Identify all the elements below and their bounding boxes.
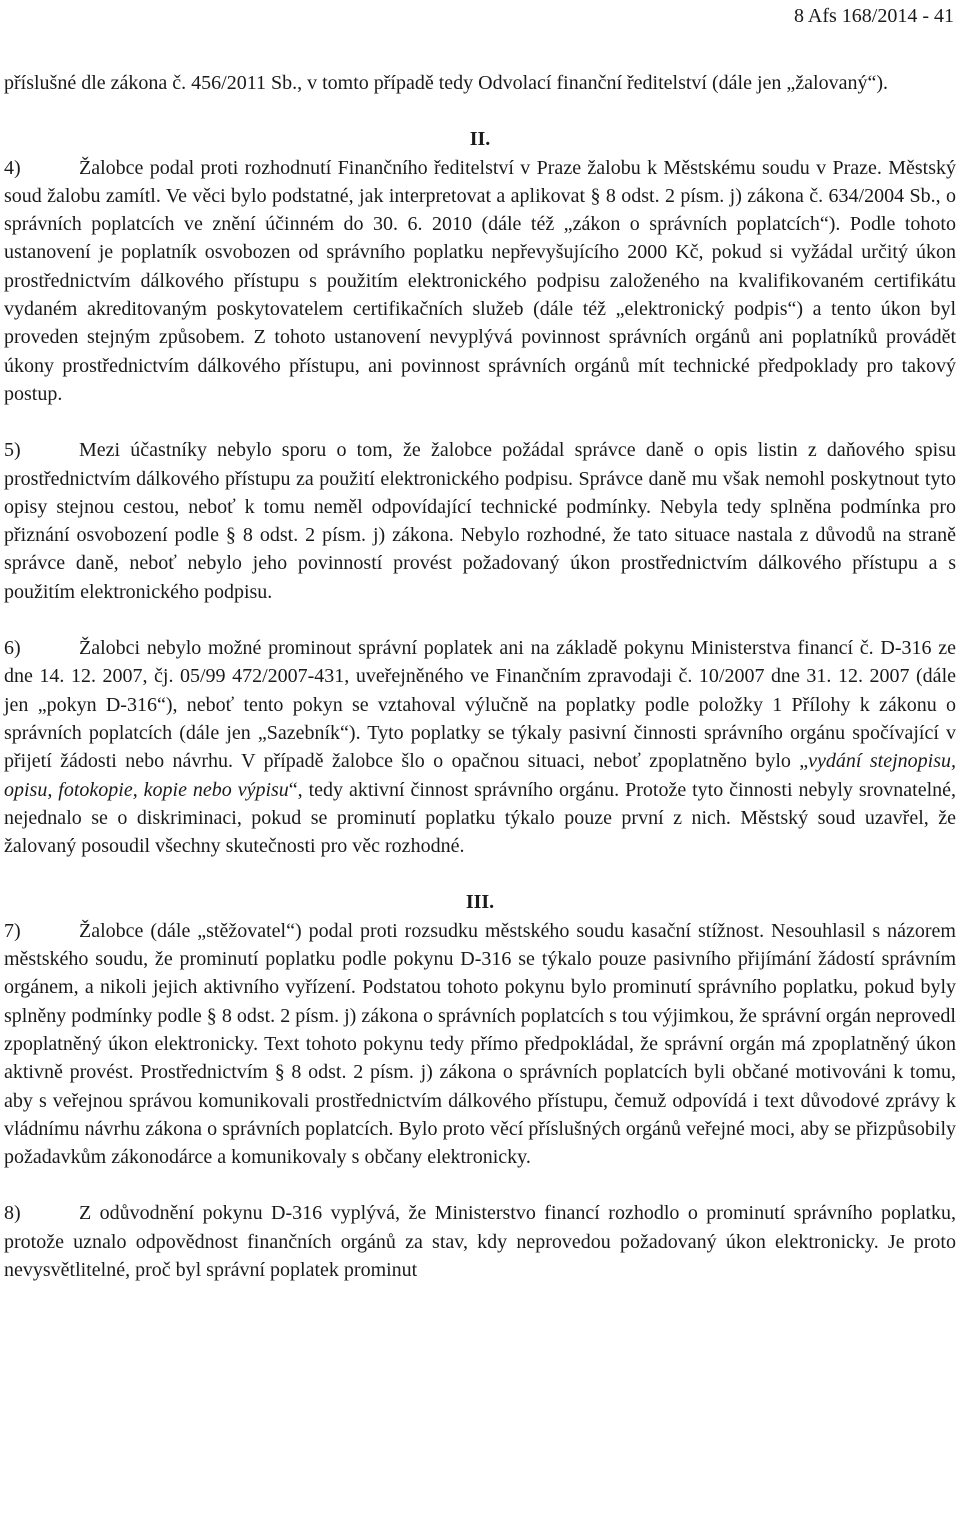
spacer	[4, 606, 956, 634]
spacer	[4, 860, 956, 888]
paragraph-8	[4, 1199, 956, 1284]
case-number: 8 Afs 168/2014 - 41	[794, 5, 954, 27]
spacer	[4, 408, 956, 436]
document-body	[4, 69, 956, 1284]
paragraph-text-cont: “, tedy aktivní činnost správního orgánu. Protože tyto činnosti nebyly srovnatelné, nejednalo se o diskriminaci, pokud se prominutí poplatku týkalo pouze první z nich. Městský soud uzavřel, že žalovaný posoudil všechny skutečnosti pro věc rozhodné.	[4, 778, 957, 858]
paragraph-7	[4, 917, 956, 1172]
paragraph-number: 5)	[4, 439, 21, 462]
paragraph-text: Z odůvodnění pokynu D-316 vyplývá, že Ministerstvo financí rozhodlo o prominutí správního poplatku, protože uznalo odpovědnost finančních orgánů za stav, kdy neprovedou požadovaný úkon elektronicky. Je proto nevysvětlitelné, proč byl správní poplatek prominut	[4, 1202, 956, 1281]
paragraph-text: Žalobci nebylo možné prominout správní poplatek ani na základě pokynu Ministerstva financí č. D-316 ze dne 14. 12. 2007, čj. 05/99 472/2007-431, uveřejněného ve Finančním zpravodaji č. 10/2007 dne 31. 12. 2007 (dále jen „pokyn D-316“), neboť tento pokyn se vztahoval výlučně na poplatky podle položky 1 Přílohy k zákonu o správních poplatcích (dále jen „Sazebník“). Tyto poplatky se týkaly pasivní činnosti správního orgánu spočívající v přijetí žádosti nebo návrhu. V případě žalobce šlo o opačnou situaci, neboť zpoplatněno bylo „	[4, 637, 956, 773]
paragraph-6	[4, 634, 956, 860]
paragraph-text: Mezi účastníky nebylo sporu o tom, že žalobce požádal správce daně o opis listin z daňového spisu prostřednictvím dálkového přístupu za použití elektronického podpisu. Správce daně mu však nemohl poskytnout tyto opisy stejnou cestou, neboť k tomu neměl odpovídající technické podmínky. Nebyla tedy splněna podmínka pro přiznání osvobození podle § 8 odst. 2 písm. j) zákona. Nebylo rozhodné, že tato situace nastala z důvodů na straně správce daně, neboť nebylo jeho povinností provést požadovaný úkon prostřednictvím dálkového přístupu a s použitím elektronického podpisu.	[4, 439, 956, 603]
paragraph-number: 6)	[4, 637, 21, 660]
section-heading-ii: II.	[469, 128, 491, 151]
paragraph-text: Žalobce (dále „stěžovatel“) podal proti rozsudku městského soudu kasační stížnost. Nesouhlasil s názorem městského soudu, že prominutí poplatku podle pokynu D-316 se týkalo pouze pasivního přijímání žádostí správním orgánem, a nikoli jejich aktivního vyřízení. Podstatou tohoto pokynu bylo prominutí správního poplatku, pokud byly splněny podmínky podle § 8 odst. 2 písm. j) zákona o správních poplatcích s tou výjimkou, že správní orgán neprovedl zpoplatněný úkon elektronicky. Text tohoto pokynu tedy přímo předpokládal, že správní orgán má zpoplatněný úkon aktivně provést. Prostřednictvím § 8 odst. 2 písm. j) zákona o správních poplatcích byli občané motivováni k tomu, aby s veřejnou správou komunikovali prostřednictvím dálkového přístupu, čemuž odpovídá i text důvodové zprávy k vládnímu návrhu zákona o správních poplatcích. Bylo proto věcí příslušných orgánů veřejné moci, aby se přizpůsobily požadavkům zákonodárce a komunikovaly s občany elektronicky.	[4, 919, 956, 1169]
paragraph-4	[4, 154, 956, 409]
paragraph-text: Žalobce podal proti rozhodnutí Finančního ředitelství v Praze žalobu k Městskému soudu v Praze. Městský soud žalobu zamítl. Ve věci bylo podstatné, jak interpretovat a aplikovat § 8 odst. 2 písm. j) zákona č. 634/2004 Sb., o správních poplatcích ve znění účinném do 30. 6. 2010 (dále též „zákon o správních poplatcích“). Podle tohoto ustanovení je poplatník osvobozen od správního poplatku nepřevyšujícího 2000 Kč, pokud si vyžádal určitý úkon prostřednictvím dálkového přístupu s použitím elektronického podpisu založeného na kvalifikovaném certifikátu vydaném akreditovaným poskytovatelem certifikačních služeb (dále též „elektronický podpis“) a tento úkon byl proveden stejným způsobem. Z tohoto ustanovení nevyplývá povinnost správních orgánů ani poplatníků provádět úkony prostřednictvím dálkového přístupu, ani povinnost správních orgánů mít technické předpoklady pro takový postup.	[4, 156, 956, 405]
paragraph-number: 7)	[4, 919, 21, 942]
paragraph-number: 8)	[4, 1202, 21, 1225]
spacer	[4, 97, 956, 125]
italic-quote: vydání stejnopisu, opisu, fotokopie, kopie nebo výpisu	[4, 750, 957, 801]
intro-paragraph: příslušné dle zákona č. 456/2011 Sb., v tomto případě tedy Odvolací finanční ředitelství (dále jen „žalovaný“).	[4, 72, 888, 94]
spacer	[4, 1171, 956, 1199]
paragraph-number: 4)	[4, 156, 21, 179]
section-heading-iii: III.	[465, 891, 495, 914]
paragraph-5	[4, 436, 956, 606]
